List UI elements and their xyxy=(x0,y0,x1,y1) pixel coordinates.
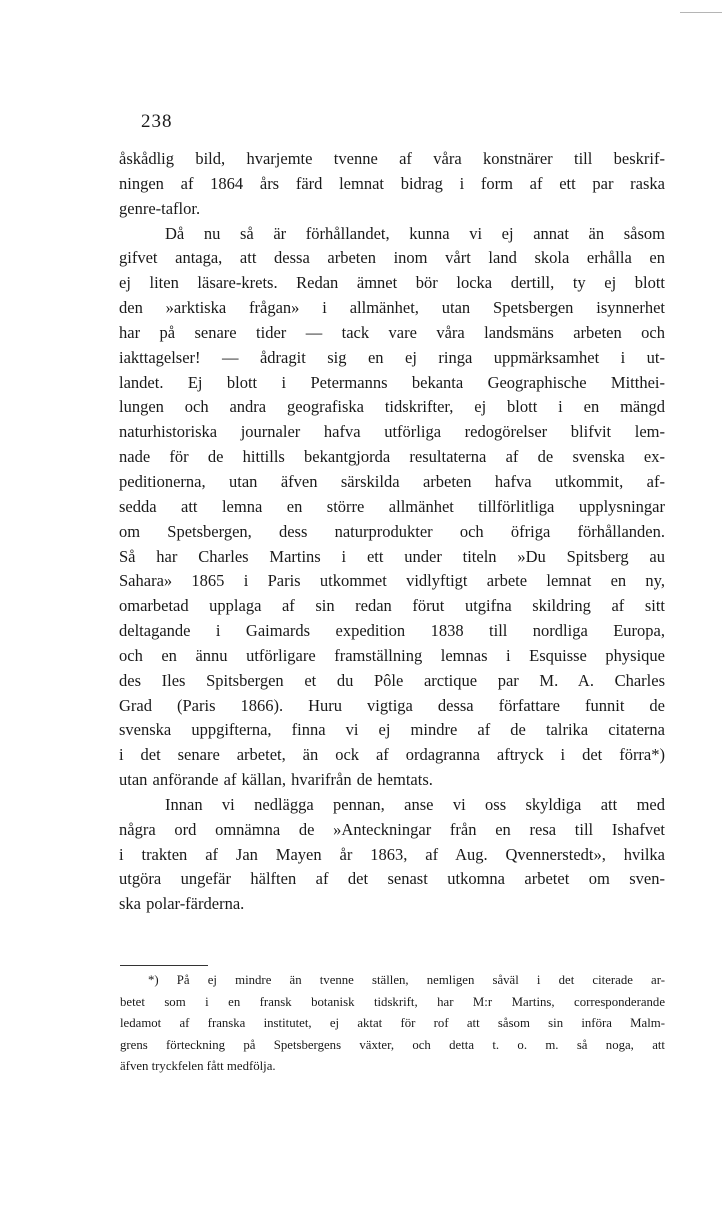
text-line: deltagande i Gaimards expedition 1838 till nordliga Europa, xyxy=(119,621,665,641)
text-line: Grad (Paris 1866). Huru vigtiga dessa författare funnit de xyxy=(119,695,665,715)
text-line: och en ännu utförligare framställning lemnas i Esquisse physique xyxy=(119,645,665,665)
text-line: några ord omnämna de »Anteckningar från en resa till Ishafvet xyxy=(119,819,665,839)
text-line: landet. Ej blott i Petermanns bekanta Geographische Mitthei- xyxy=(119,372,665,392)
footnote-line: betet som i en fransk botanisk tidskrift, har M:r Martins, corresponderande xyxy=(120,994,665,1009)
text-line: åskådlig bild, hvarjemte tvenne af våra konstnärer till beskrif- xyxy=(119,149,665,168)
text-line: ska polar-färderna. xyxy=(119,894,245,914)
corner-rule xyxy=(680,12,722,13)
text-line: Innan vi nedlägga pennan, anse vi oss skyldiga att med xyxy=(165,794,665,814)
footnotes xyxy=(120,970,665,1078)
text-line: omarbetad upplaga af sin redan förut utgifna skildring af sitt xyxy=(119,596,665,616)
body-text xyxy=(119,147,665,917)
text-line: genre-taflor. xyxy=(119,198,201,218)
text-line: naturhistoriska journaler hafva utförliga redogörelser blifvit lem- xyxy=(119,422,665,442)
text-line: utan anförande af källan, hvarifrån de hemtats. xyxy=(119,770,433,790)
text-line: lungen och andra geografiska tidskrifter, ej blott i en mängd xyxy=(119,397,665,417)
text-line: utgöra ungefär hälften af det senast utkomna arbetet om sven- xyxy=(119,869,665,889)
text-line: iakttagelser! — ådragit sig en ej ringa uppmärksamhet i ut- xyxy=(119,347,665,367)
page-number: 238 xyxy=(141,111,173,132)
text-line: Då nu så är förhållandet, kunna vi ej annat än såsom xyxy=(165,223,665,243)
text-line: des Iles Spitsbergen et du Pôle arctique par M. A. Charles xyxy=(119,670,665,690)
text-line: nade för de hittills bekantgjorda resultaterna af de svenska ex- xyxy=(119,447,665,467)
text-line: om Spetsbergen, dess naturprodukter och öfriga förhållanden. xyxy=(119,521,665,541)
text-line: ningen af 1864 års färd lemnat bidrag i form af ett par raska xyxy=(119,173,665,193)
text-line: i trakten af Jan Mayen år 1863, af Aug. Qvennerstedt», hvilka xyxy=(119,844,665,864)
footnote-line: äfven tryckfelen fått medfölja. xyxy=(120,1059,276,1073)
text-line: Sahara» 1865 i Paris utkommet vidlyftigt arbete lemnat en ny, xyxy=(119,571,665,591)
text-line: peditionerna, utan äfven särskilda arbeten hafva utkommit, af- xyxy=(119,471,665,491)
text-line: i det senare arbetet, än ock af ordagranna aftryck i det förra*) xyxy=(119,745,665,765)
text-line: den »arktiska frågan» i allmänhet, utan Spetsbergen isynnerhet xyxy=(119,298,665,318)
text-line: Så har Charles Martins i ett under titeln »Du Spitsberg au xyxy=(119,546,665,566)
text-line: ej liten läsare-krets. Redan ämnet bör locka dertill, ty ej blott xyxy=(119,273,665,293)
text-line: gifvet antaga, att dessa arbeten inom vårt land skola erhålla en xyxy=(119,248,665,268)
footnote-line: grens förteckning på Spetsbergens växter, och detta t. o. m. så noga, att xyxy=(120,1037,665,1052)
footnote-line: *) På ej mindre än tvenne ställen, nemligen såväl i det citerade ar- xyxy=(148,973,665,987)
footnote-line: ledamot af franska institutet, ej aktat för rof att såsom sin införa Malm- xyxy=(120,1016,665,1030)
text-line: har på senare tider — tack vare våra landsmäns arbeten och xyxy=(119,322,665,342)
text-line: svenska uppgifterna, finna vi ej mindre af de talrika citaterna xyxy=(119,720,665,740)
footnote-rule xyxy=(120,965,208,966)
text-line: sedda att lemna en större allmänhet tillförlitliga upplysningar xyxy=(119,496,665,516)
